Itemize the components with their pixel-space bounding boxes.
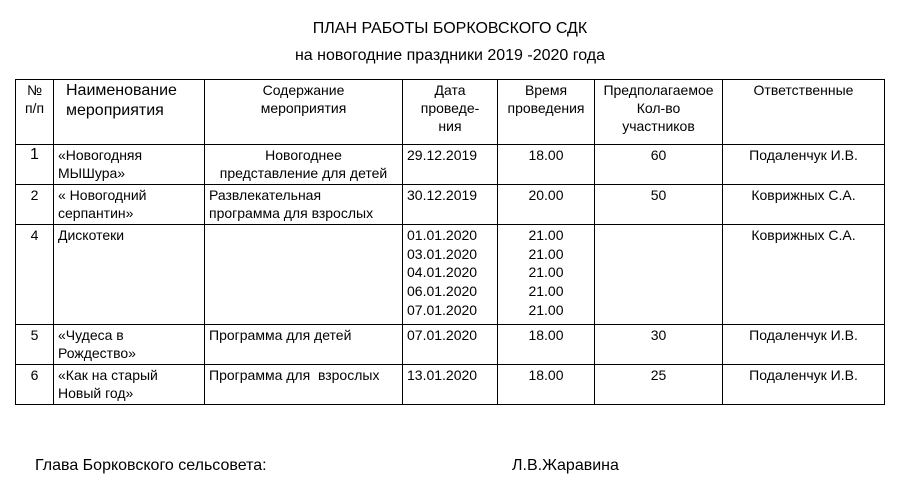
table-header-row bbox=[16, 80, 885, 145]
row-name: «Как на старый Новый год» bbox=[54, 365, 205, 405]
row-name: Дискотеки bbox=[54, 225, 205, 325]
row-num: 1 bbox=[16, 145, 54, 185]
row-participants bbox=[595, 225, 723, 325]
row-date: 07.01.2020 bbox=[403, 325, 498, 365]
row-content: Программа для взрослых bbox=[205, 365, 403, 405]
row-name: «Чудеса в Рождество» bbox=[54, 325, 205, 365]
row-content: Развлекательная программа для взрослых bbox=[205, 185, 403, 225]
row-time: 18.00 bbox=[498, 145, 595, 185]
row-name: «Новогодняя МЫШура» bbox=[54, 145, 205, 185]
row-date: 29.12.2019 bbox=[403, 145, 498, 185]
row-date: 30.12.2019 bbox=[403, 185, 498, 225]
row-date: 01.01.2020 03.01.2020 04.01.2020 06.01.2020 07.01.2020 bbox=[403, 225, 498, 325]
table-row bbox=[16, 145, 885, 185]
row-num: 4 bbox=[16, 225, 54, 325]
row-responsible: Коврижных С.А. bbox=[723, 225, 885, 325]
row-time: 18.00 bbox=[498, 325, 595, 365]
row-num: 5 bbox=[16, 325, 54, 365]
row-content bbox=[205, 225, 403, 325]
document-title: ПЛАН РАБОТЫ БОРКОВСКОГО СДК bbox=[312, 20, 588, 37]
header-responsible: Ответственные bbox=[723, 80, 885, 145]
header-name: Наименование мероприятия bbox=[54, 80, 205, 145]
row-participants: 25 bbox=[595, 365, 723, 405]
row-content: Новогоднее представление для детей bbox=[205, 145, 403, 185]
row-responsible: Подаленчук И.В. bbox=[723, 145, 885, 185]
header-time: Время проведения bbox=[498, 80, 595, 145]
row-content: Программа для детей bbox=[205, 325, 403, 365]
table-row bbox=[16, 185, 885, 225]
header-date: Дата проведе- ния bbox=[403, 80, 498, 145]
header-num: № п/п bbox=[16, 80, 54, 145]
signature-label: Глава Борковского сельсовета: bbox=[35, 457, 267, 474]
row-name: « Новогодний серпантин» bbox=[54, 185, 205, 225]
row-num: 6 bbox=[16, 365, 54, 405]
row-participants: 30 bbox=[595, 325, 723, 365]
row-participants: 50 bbox=[595, 185, 723, 225]
row-time: 20.00 bbox=[498, 185, 595, 225]
document-subtitle: на новогодние праздники 2019 -2020 года bbox=[294, 47, 606, 64]
row-participants: 60 bbox=[595, 145, 723, 185]
row-time: 21.00 21.00 21.00 21.00 21.00 bbox=[498, 225, 595, 325]
signature-name: Л.В.Жаравина bbox=[512, 457, 619, 474]
table-row bbox=[16, 225, 885, 325]
header-content: Содержание мероприятия bbox=[205, 80, 403, 145]
table-row bbox=[16, 365, 885, 405]
row-num: 2 bbox=[16, 185, 54, 225]
table-row bbox=[16, 325, 885, 365]
row-date: 13.01.2020 bbox=[403, 365, 498, 405]
row-responsible: Подаленчук И.В. bbox=[723, 365, 885, 405]
header-participants: Предполагаемое Кол-во участников bbox=[595, 80, 723, 145]
row-responsible: Подаленчук И.В. bbox=[723, 325, 885, 365]
row-responsible: Коврижных С.А. bbox=[723, 185, 885, 225]
row-time: 18.00 bbox=[498, 365, 595, 405]
events-table bbox=[15, 79, 885, 405]
